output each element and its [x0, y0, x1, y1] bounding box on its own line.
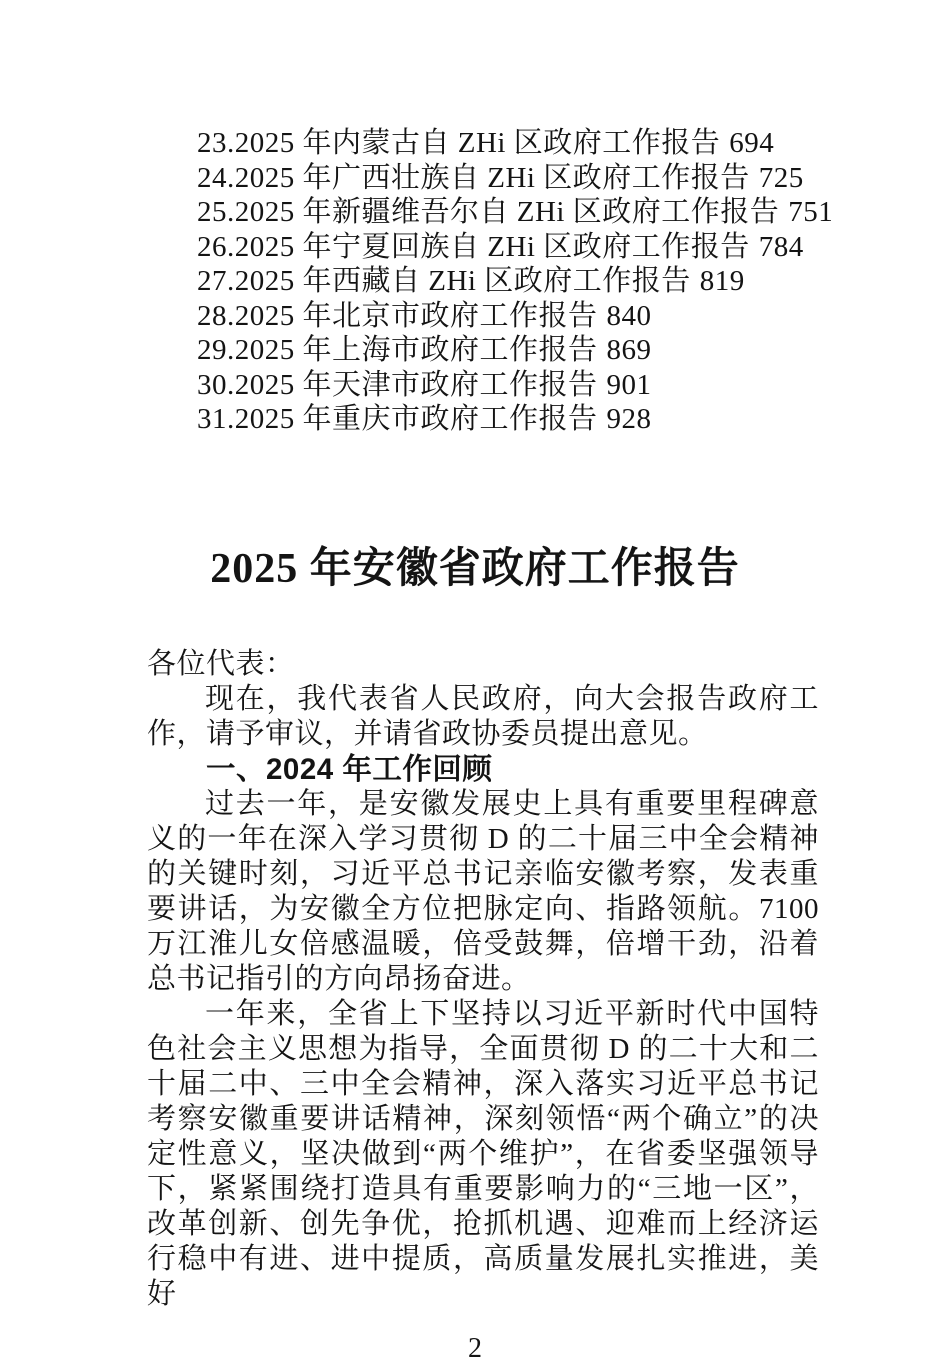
toc-item — [197, 368, 840, 403]
toc-item — [197, 402, 840, 437]
page-number: 2 — [468, 1332, 482, 1364]
toc-page-number: 694 — [729, 127, 775, 159]
toc-page-number: 901 — [606, 368, 652, 401]
body-paragraph-1: 过去一年，是安徽发展史上具有重要里程碑意义的一年在深入学习贯彻 D 的二十届三中全会精神的关键时刻，习近平总书记亲临安徽考察，发表重要讲话，为安徽全方位把脉定向、指路领航。7100 万江淮儿女倍感温暖，倍受鼓舞，倍增干劲，沿着总书记指引的方向昂扬奋进。 — [147, 787, 819, 995]
toc-item — [197, 333, 840, 368]
toc-page-number: 751 — [788, 196, 834, 228]
toc-item-label: 23.2025 年内蒙古自 ZHi 区政府工作报告 — [197, 127, 721, 159]
toc-item — [197, 161, 840, 196]
toc-page-number: 840 — [606, 299, 652, 332]
toc-page-number: 869 — [606, 334, 652, 366]
body-paragraph-2: 一年来，全省上下坚持以习近平新时代中国特色社会主义思想为指导，全面贯彻 D 的二十大和二十届二中、三中全会精神，深入落实习近平总书记考察安徽重要讲话精神，深刻领悟“两个确立”的决定性意义，坚决做到“两个维护”，在省委坚强领导下，紧紧围绕打造具有重要影响力的“三地一区”，改革创新、创先争优，抢抓机遇、迎难而上经济运行稳中有进、进中提质，高质量发展扎实推进，美好 — [147, 997, 819, 1310]
toc-item — [197, 299, 840, 334]
toc-page-number: 819 — [699, 265, 745, 297]
toc-item-label: 28.2025 年北京市政府工作报告 — [197, 299, 598, 332]
toc-item-label: 31.2025 年重庆市政府工作报告 — [197, 403, 598, 435]
toc-item-label: 25.2025 年新疆维吾尔自 ZHi 区政府工作报告 — [197, 196, 780, 228]
toc-page-number: 784 — [758, 230, 804, 263]
toc-item-label: 26.2025 年宁夏回族自 ZHi 区政府工作报告 — [197, 230, 750, 263]
toc-list — [0, 0, 950, 437]
toc-page-number: 725 — [758, 161, 804, 194]
toc-item-label: 29.2025 年上海市政府工作报告 — [197, 334, 598, 366]
intro-paragraph: 现在，我代表省人民政府，向大会报告政府工作，请予审议，并请省政协委员提出意见。 — [147, 682, 819, 750]
section-heading: 一、2024 年工作回顾 — [206, 752, 493, 786]
toc-item-label: 24.2025 年广西壮族自 ZHi 区政府工作报告 — [197, 161, 750, 194]
salutation: 各位代表： — [147, 647, 295, 680]
toc-item — [197, 195, 840, 230]
toc-item-label: 30.2025 年天津市政府工作报告 — [197, 368, 598, 401]
toc-item — [197, 264, 840, 299]
toc-page-number: 928 — [606, 403, 652, 435]
report-title: 2025 年安徽省政府工作报告 — [210, 545, 740, 592]
report-body — [147, 647, 819, 1312]
toc-item — [197, 126, 840, 161]
toc-item — [197, 230, 840, 265]
toc-item-label: 27.2025 年西藏自 ZHi 区政府工作报告 — [197, 265, 691, 297]
